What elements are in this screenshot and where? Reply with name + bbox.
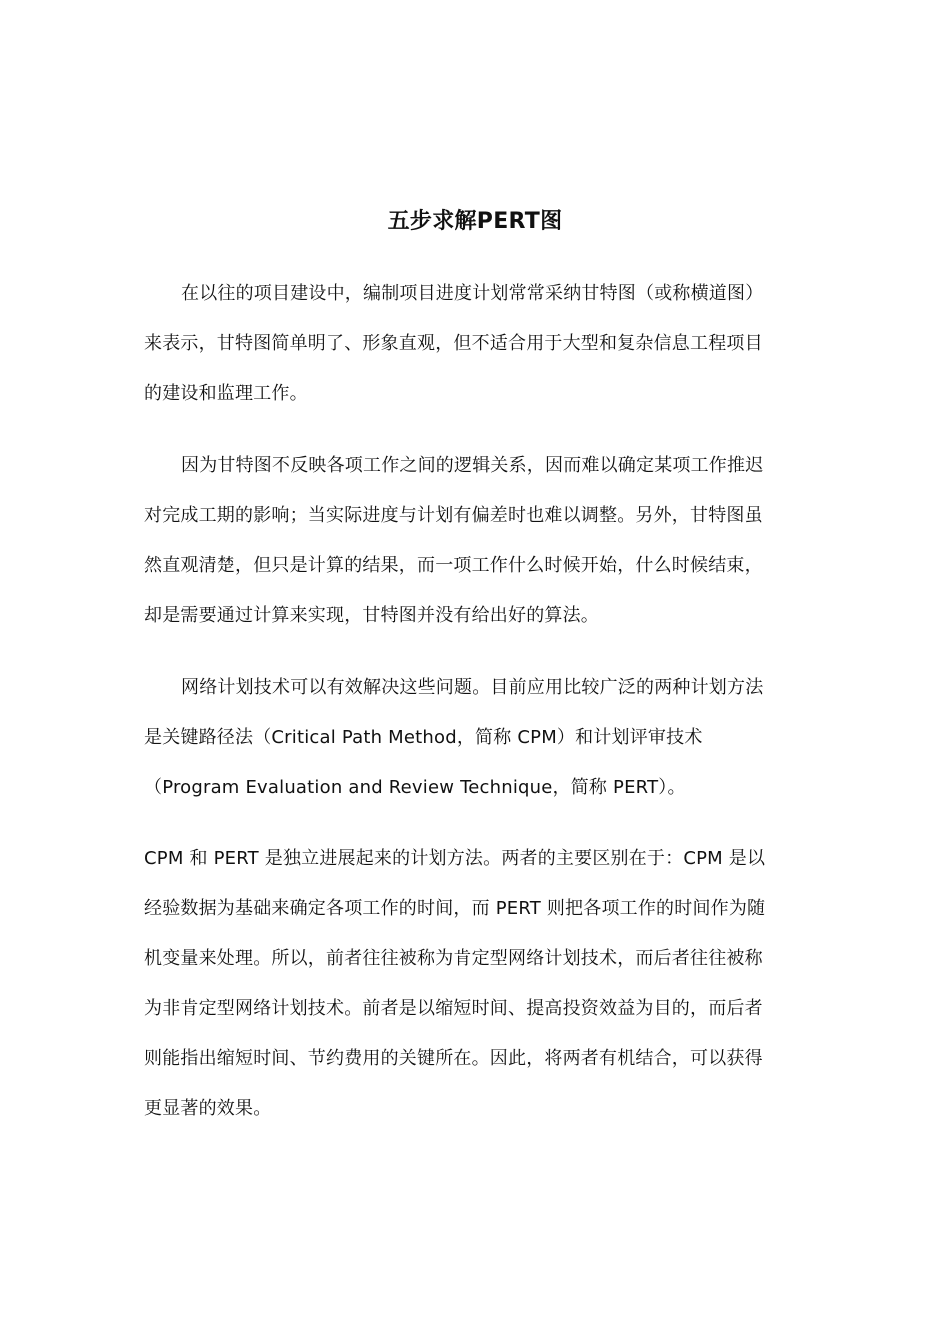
paragraph-line: 机变量来处理。所以，前者往往被称为肯定型网络计划技术，而后者往往被称	[144, 948, 763, 969]
paragraph-gantt-limitations	[144, 441, 799, 641]
paragraph-line: 则能指出缩短时间、节约费用的关键所在。因此，将两者有机结合，可以获得	[144, 1048, 763, 1069]
paragraph-line: 的建设和监理工作。	[144, 383, 308, 404]
paragraph-line: 对完成工期的影响；当实际进度与计划有偏差时也难以调整。另外，甘特图虽	[144, 505, 763, 526]
paragraph-line: 更显著的效果。	[144, 1098, 272, 1119]
paragraph-line: 然直观清楚，但只是计算的结果，而一项工作什么时候开始，什么时候结束，	[144, 555, 763, 576]
paragraph-gantt-intro	[144, 269, 799, 419]
paragraph-line: （Program Evaluation and Review Technique，简称 PERT）。	[144, 777, 686, 798]
paragraph-line: 因为甘特图不反映各项工作之间的逻辑关系，因而难以确定某项工作推迟	[181, 455, 764, 476]
paragraph-line: CPM 和 PERT 是独立进展起来的计划方法。两者的主要区别在于：CPM 是以	[144, 848, 766, 869]
paragraph-line: 是关键路径法（Critical Path Method，简称 CPM）和计划评审技术	[144, 727, 703, 748]
paragraph-line: 却是需要通过计算来实现，甘特图并没有给出好的算法。	[144, 605, 599, 626]
paragraph-line: 网络计划技术可以有效解决这些问题。目前应用比较广泛的两种计划方法	[181, 677, 764, 698]
document-title: 五步求解PERT图	[387, 209, 563, 234]
paragraph-line: 为非肯定型网络计划技术。前者是以缩短时间、提高投资效益为目的，而后者	[144, 998, 763, 1019]
paragraph-network-planning	[144, 663, 799, 813]
paragraph-line: 来表示，甘特图简单明了、形象直观，但不适合用于大型和复杂信息工程项目	[144, 333, 763, 354]
paragraph-cpm-vs-pert	[144, 834, 799, 1134]
paragraph-line: 经验数据为基础来确定各项工作的时间，而 PERT 则把各项工作的时间作为随	[144, 898, 766, 919]
paragraph-line: 在以往的项目建设中，编制项目进度计划常常采纳甘特图（或称横道图）	[181, 283, 764, 304]
